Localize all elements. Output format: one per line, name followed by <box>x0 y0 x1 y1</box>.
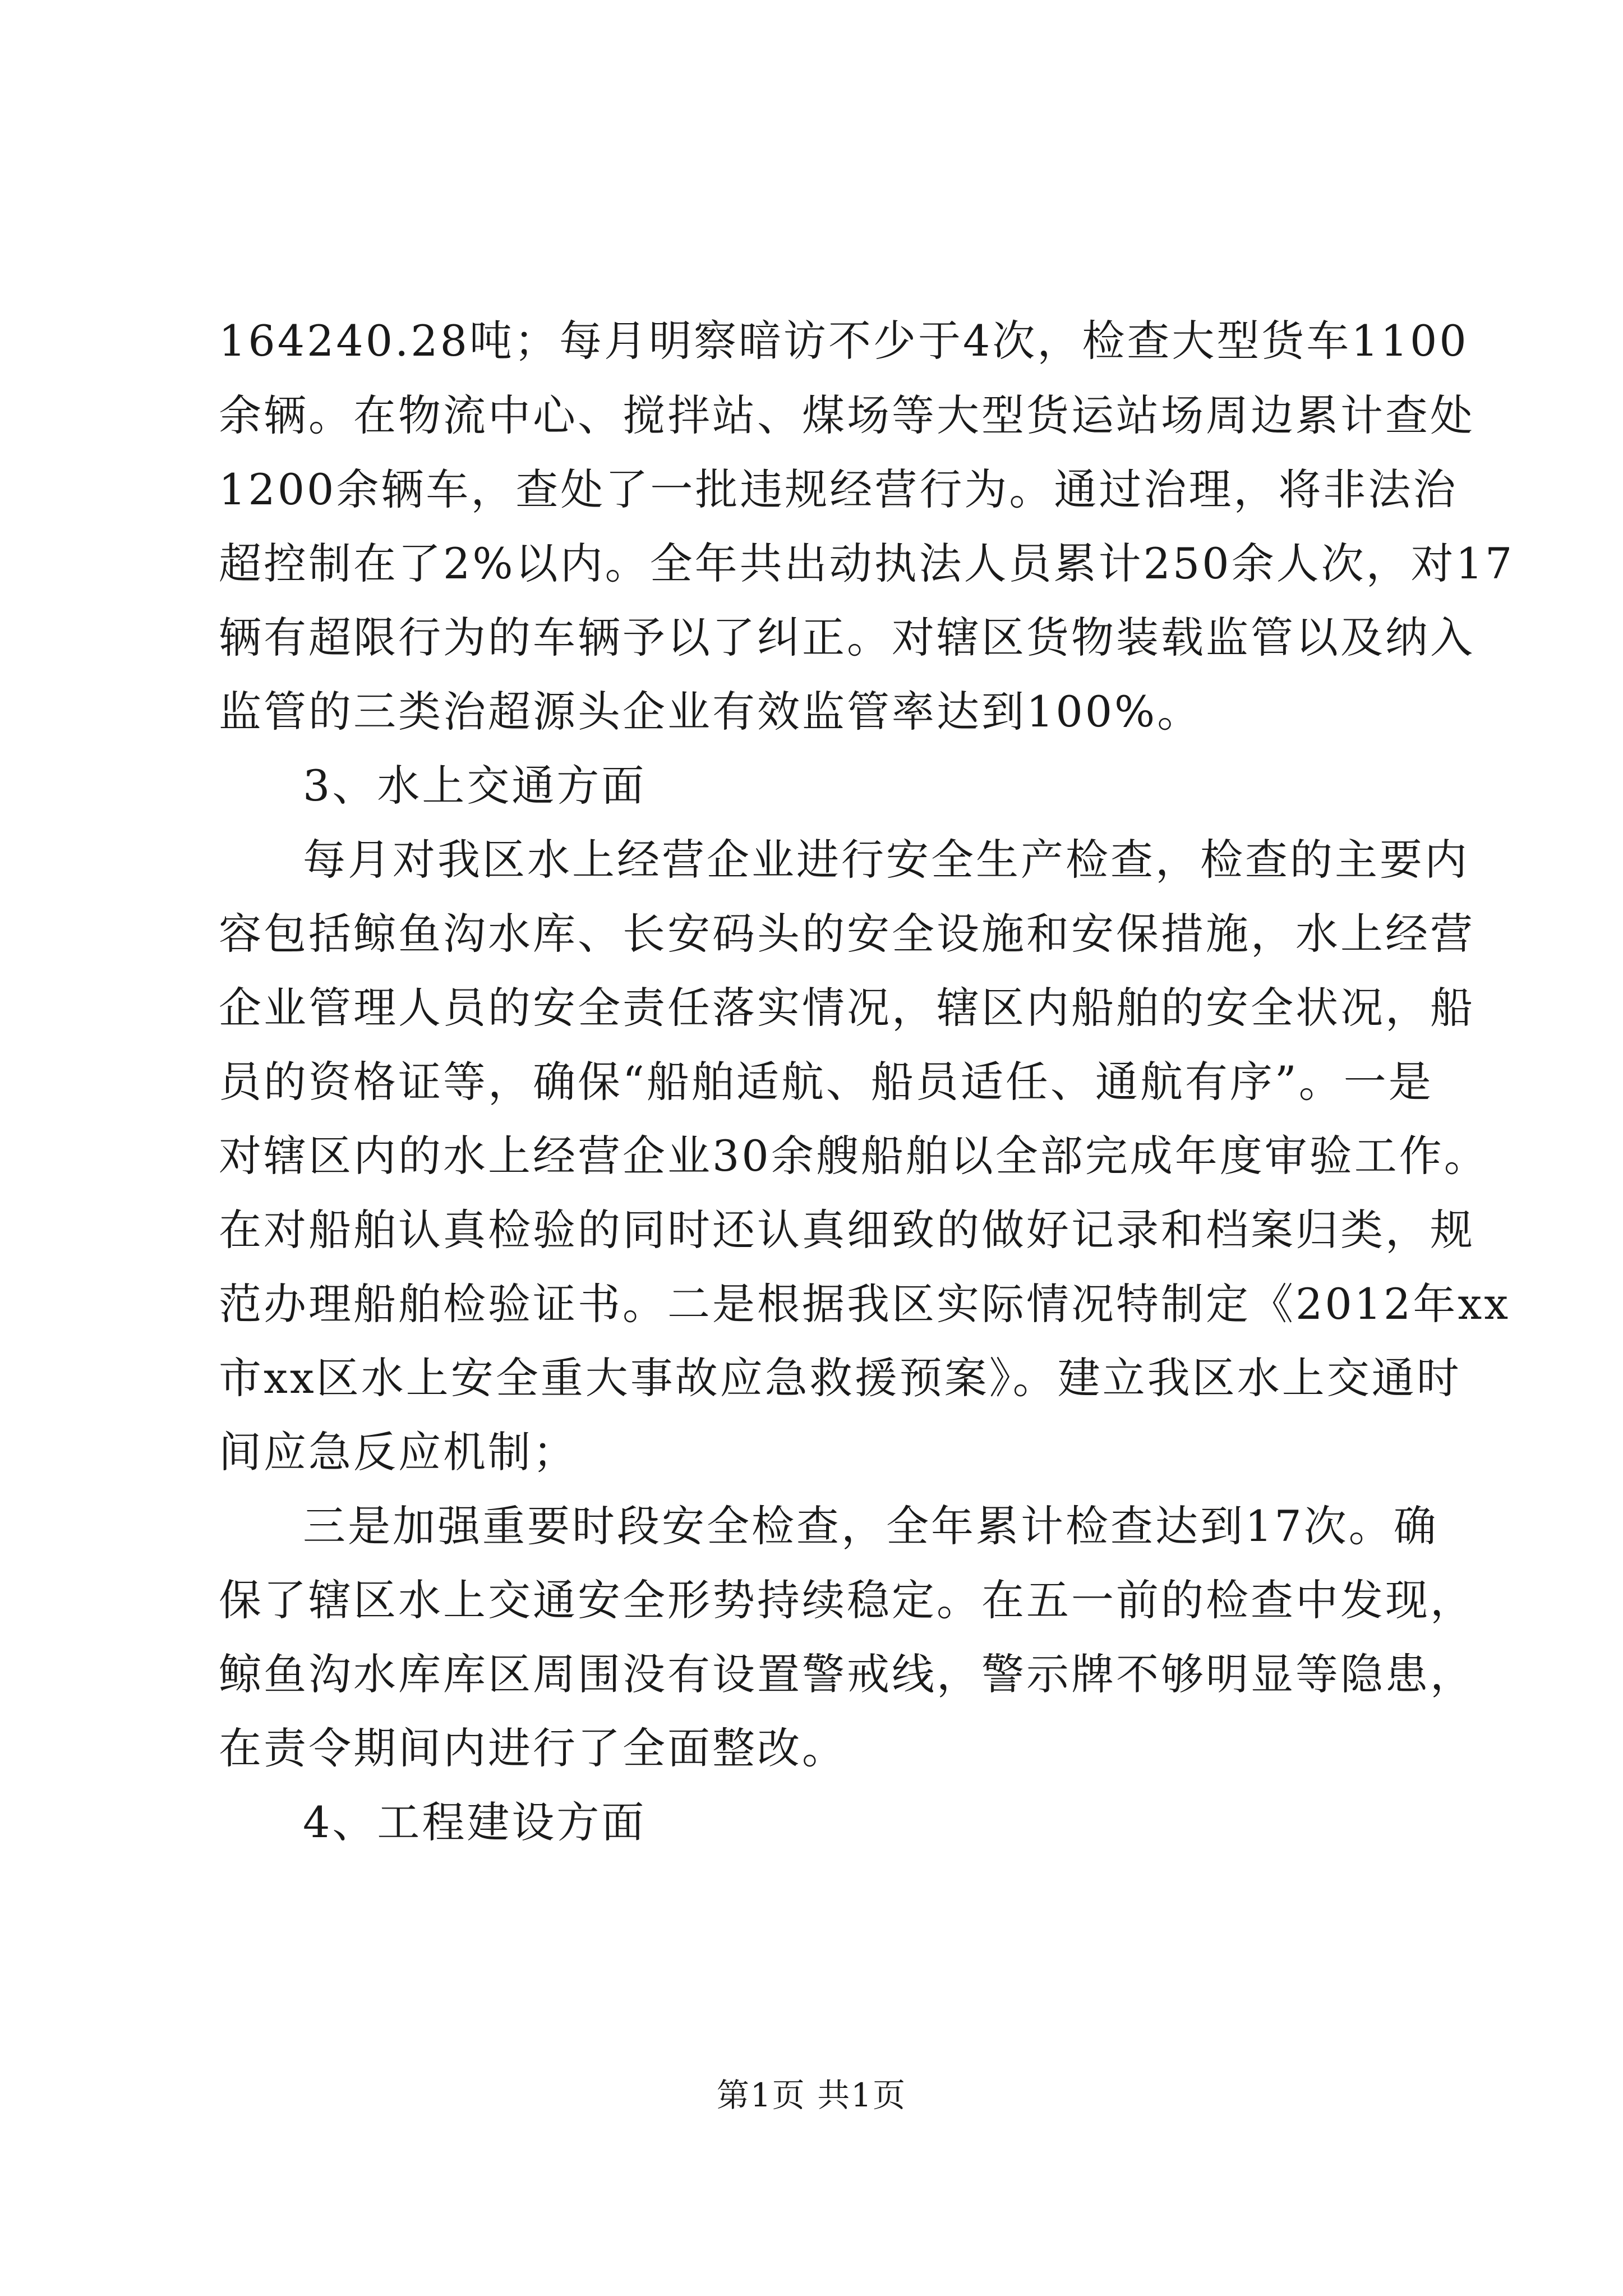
body-text-line: 范办理船舶检验证书。二是根据我区实际情况特制定《2012年xx <box>219 1279 1511 1329</box>
body-text-line: 在责令期间内进行了全面整改。 <box>219 1723 847 1773</box>
body-text-line: 间应急反应机制； <box>219 1427 578 1477</box>
body-text-line: 容包括鲸鱼沟水库、长安码头的安全设施和安保措施，水上经营 <box>219 909 1475 959</box>
page-number-footer: 第1页 共1页 <box>716 2076 907 2114</box>
body-text-line: 超控制在了2%以内。全年共出动执法人员累计250余人次，对17 <box>219 539 1515 588</box>
body-text-line: 对辖区内的水上经营企业30余艘船舶以全部完成年度审验工作。 <box>219 1131 1489 1181</box>
paragraph-first-line: 每月对我区水上经营企业进行安全生产检查，检查的主要内 <box>303 835 1469 885</box>
section-heading: 4、工程建设方面 <box>303 1797 647 1847</box>
body-text-line: 员的资格证等，确保“船舶适航、船员适任、通航有序”。一是 <box>219 1057 1433 1107</box>
body-text-line: 鲸鱼沟水库库区周围没有设置警戒线，警示牌不够明显等隐患， <box>219 1649 1475 1699</box>
body-text-line: 辆有超限行为的车辆予以了纠正。对辖区货物装载监管以及纳入 <box>219 613 1475 662</box>
body-text-line: 监管的三类治超源头企业有效监管率达到100%。 <box>219 687 1202 737</box>
body-text-line: 市xx区水上安全重大事故应急救援预案》。建立我区水上交通时 <box>219 1353 1461 1403</box>
body-text-line: 1200余辆车，查处了一批违规经营行为。通过治理，将非法治 <box>219 464 1458 514</box>
body-text-line: 在对船舶认真检验的同时还认真细致的做好记录和档案归类，规 <box>219 1205 1475 1255</box>
body-text-line: 企业管理人员的安全责任落实情况，辖区内船舶的安全状况，船 <box>219 983 1475 1033</box>
section-heading: 3、水上交通方面 <box>303 761 647 811</box>
body-text-line: 余辆。在物流中心、搅拌站、煤场等大型货运站场周边累计查处 <box>219 390 1475 440</box>
body-text-line: 164240.28吨；每月明察暗访不少于4次，检查大型货车1100 <box>219 316 1469 366</box>
body-text-line: 保了辖区水上交通安全形势持续稳定。在五一前的检查中发现， <box>219 1575 1475 1625</box>
paragraph-first-line: 三是加强重要时段安全检查，全年累计检查达到17次。确 <box>303 1501 1438 1551</box>
